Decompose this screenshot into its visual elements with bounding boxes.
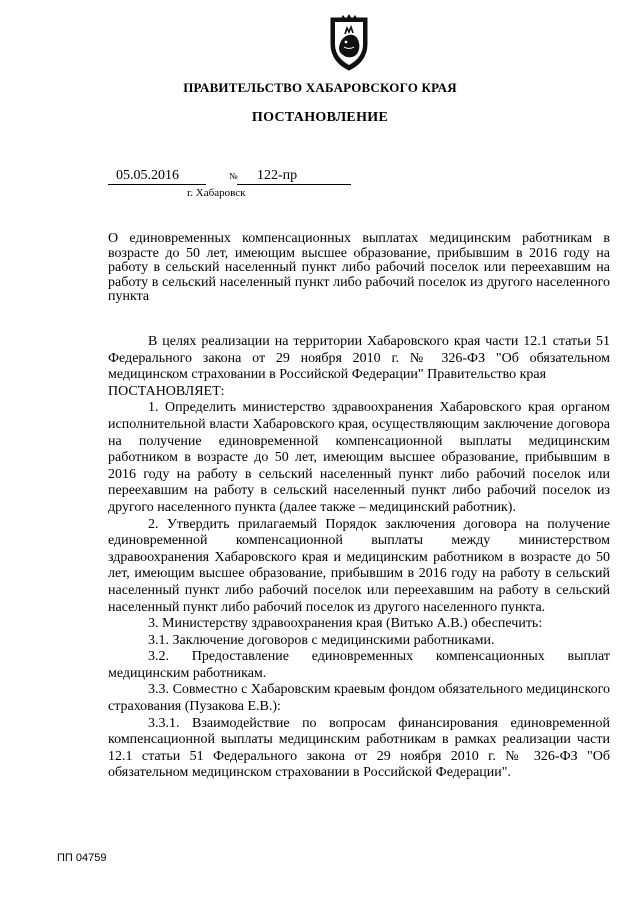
paragraph-item-3-2: 3.2. Предоставление единовременных компенсационных выплат медицинским работникам.	[108, 649, 610, 681]
coat-of-arms-icon	[326, 14, 372, 72]
document-body	[108, 334, 610, 782]
paragraph-resolves: ПОСТАНОВЛЯЕТ:	[108, 383, 225, 399]
document-subject: О единовременных компенсационных выплатах медицинским работникам в возрасте до 50 лет, имеющим высшее образование, прибывшим в 2016 году на работу в сельский населенный пункт либо рабочий поселок или переехавшим на работу в сельский населенный пункт либо рабочий поселок из другого населенного пункта	[108, 231, 610, 304]
paragraph-item-3-1: 3.1. Заключение договоров с медицинскими работниками.	[148, 632, 495, 648]
paragraph-item-2: 2. Утвердить прилагаемый Порядок заключения договора на получение единовременной компенсационной выплаты между министерством здравоохранения Хабаровского края и медицинским работником в возрасте до 50 лет, имеющим высшее образование, прибывшим в 2016 году на работу в сельский населенный пункт либо рабочий поселок или переехавшим на работу в сельский населенный пункт либо рабочий поселок из другого населенного пункта.	[108, 516, 610, 615]
paragraph-item-1: 1. Определить министерство здравоохранения Хабаровского края органом исполнительной власти Хабаровского края, осуществляющим заключение договора на получение единовременной компенсационной выплаты медицинским работником в возрасте до 50 лет, имеющим высшее образование, прибывшим в 2016 году на работу в сельский населенный пункт либо рабочий поселок или переехавшим на работу в сельский населенный пункт либо рабочий поселок из другого населенного пункта (далее также – медицинский работник).	[108, 400, 610, 515]
document-type-title: ПОСТАНОВЛЕНИЕ	[251, 110, 389, 125]
document-number: 122-пр	[237, 168, 351, 185]
organization-title: ПРАВИТЕЛЬСТВО ХАБАРОВСКОГО КРАЯ	[183, 80, 457, 95]
document-city: г. Хабаровск	[187, 187, 246, 199]
number-sign: №	[229, 171, 238, 181]
paragraph-item-3-3: 3.3. Совместно с Хабаровским краевым фондом обязательного медицинского страхования (Пузакова Е.В.):	[108, 682, 610, 715]
document-code: ПП 04759	[57, 852, 107, 864]
paragraph-item-3: 3. Министерству здравоохранения края (Витько А.В.) обеспечить:	[148, 616, 543, 632]
document-date: 05.05.2016	[108, 168, 206, 185]
paragraph-item-3-3-1: 3.3.1. Взаимодействие по вопросам финансирования единовременной компенсационной выплаты медицинским работникам в рамках реализации части 12.1 статьи 51 Федерального закона от 29 ноября 2010 г. № 326-ФЗ "Об обязательном медицинском страховании в Российской Федерации".	[108, 715, 610, 781]
paragraph-preamble: В целях реализации на территории Хабаровского края части 12.1 статьи 51 Федерального закона от 29 ноября 2010 г. № 326-ФЗ "Об обязательном медицинском страховании в Российской Федерации" Правительство края	[108, 334, 610, 383]
